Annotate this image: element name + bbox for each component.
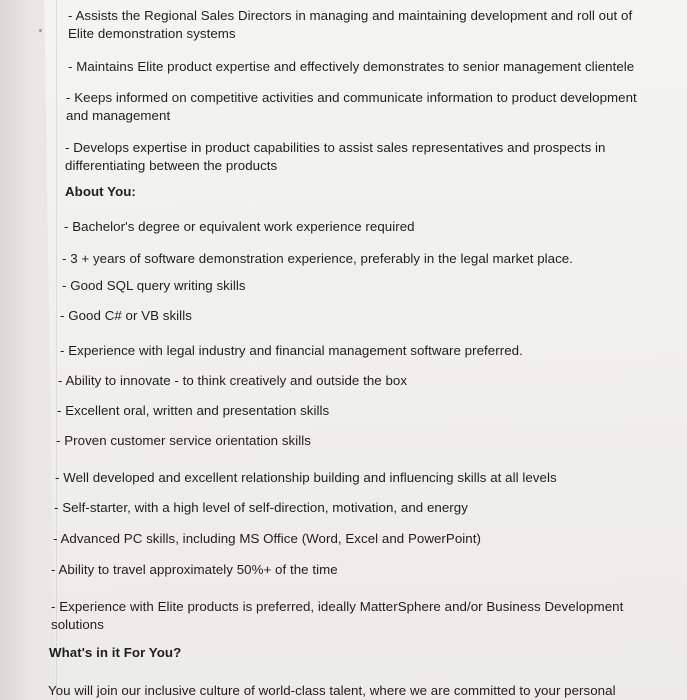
about-item-10: - Self-starter, with a high level of self-direction, motivation, and energy — [54, 500, 468, 515]
about-item-9: - Well developed and excellent relationship building and influencing skills at all levels — [55, 470, 557, 485]
about-item-8: - Proven customer service orientation skills — [56, 433, 311, 448]
about-you-heading: About You: — [65, 184, 136, 199]
about-item-11: - Advanced PC skills, including MS Office (Word, Excel and PowerPoint) — [53, 531, 481, 546]
intro-item-1: - Assists the Regional Sales Directors in managing and maintaining development and roll out of Elite demonstration systems — [68, 8, 633, 41]
benefits-opening-text: You will join our inclusive culture of world-class talent, where we are committed to your personal — [48, 683, 616, 698]
about-item-5: - Experience with legal industry and financial management software preferred. — [60, 343, 523, 358]
about-item-6: - Ability to innovate - to think creatively and outside the box — [58, 373, 408, 388]
about-item-1: - Bachelor's degree or equivalent work experience required — [64, 219, 415, 234]
about-item-12: - Ability to travel approximately 50%+ of the time — [51, 562, 338, 577]
about-item-3: - Good SQL query writing skills — [62, 278, 246, 293]
intro-item-4: - Develops expertise in product capabilities to assist sales representatives and prospects in differentiating between the products — [65, 140, 606, 173]
intro-item-2: - Maintains Elite product expertise and effectively demonstrates to senior management clientele — [68, 59, 635, 74]
about-item-4: - Good C# or VB skills — [60, 308, 192, 323]
what-is-in-it-heading: What's in it For You? — [49, 645, 182, 660]
about-item-2: - 3 + years of software demonstration experience, preferably in the legal market place. — [62, 251, 574, 266]
about-item-7: - Excellent oral, written and presentation skills — [57, 403, 330, 418]
about-item-13: - Experience with Elite products is preferred, ideally MatterSphere and/or Business Development solutions — [51, 599, 624, 632]
intro-item-3: - Keeps informed on competitive activities and communicate information to product development and management — [66, 90, 637, 123]
